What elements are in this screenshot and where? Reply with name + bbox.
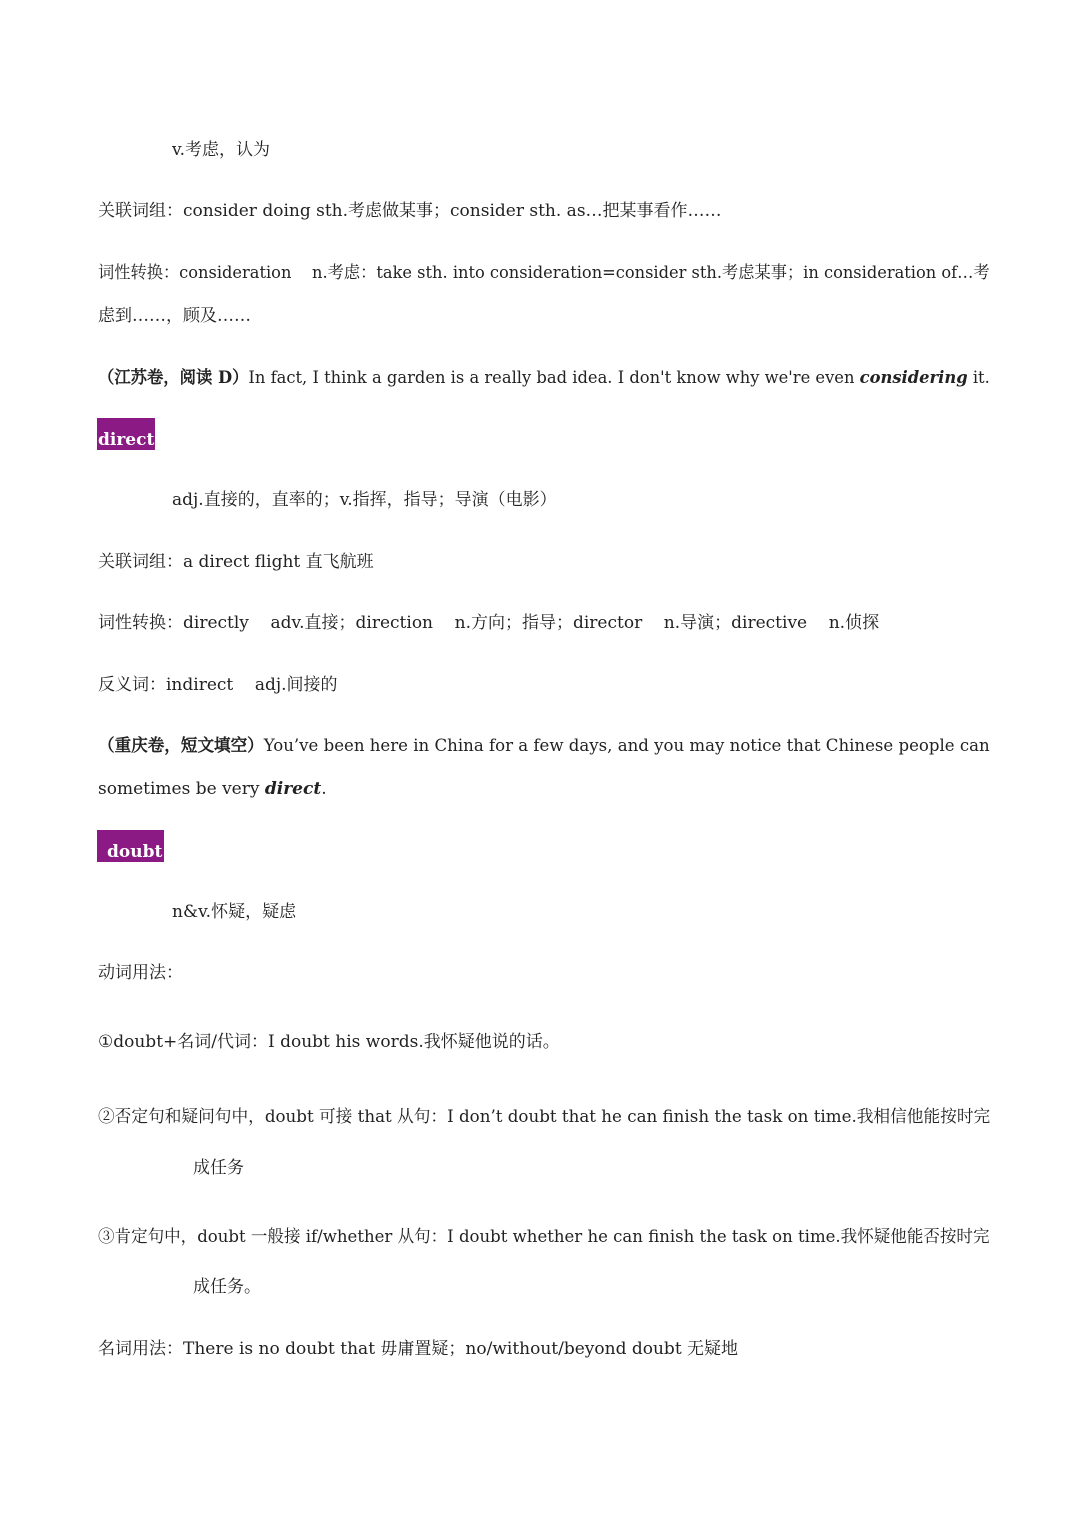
doubt-noun-usage: 名词用法：There is no doubt that 毋庸置疑；no/without/beyond doubt 无疑地 (98, 1339, 739, 1359)
consider-example (98, 366, 990, 390)
example-keyword: direct (264, 779, 322, 799)
example-end: it. (967, 368, 990, 388)
doubt-usage-3-line2: 成任务。 (193, 1277, 261, 1297)
doubt-usage-2-line1: ②否定句和疑问句中，doubt 可接 that 从句：I don’t doubt that he can finish the task on time.我相信他能按时完 (98, 1107, 991, 1127)
word-badge-direct: direct (97, 418, 155, 450)
doubt-usage-2-line2: 成任务 (193, 1158, 244, 1178)
doubt-meaning: n&v.怀疑，疑虑 (172, 902, 297, 922)
word-badge-doubt: doubt (97, 830, 164, 862)
doubt-usage-3-line1: ③肯定句中，doubt 一般接 if/whether 从句：I doubt whether he can finish the task on time.我怀疑他能否按时完 (98, 1227, 990, 1247)
example-end: . (321, 779, 327, 799)
direct-example-line1 (98, 734, 990, 758)
consider-phrases: 关联词组：consider doing sth.考虑做某事；consider sth. as…把某事看作…… (98, 201, 722, 221)
doubt-usage-1: ①doubt+名词/代词：I doubt his words.我怀疑他说的话。 (98, 1032, 560, 1052)
direct-conversion: 词性转换：directly adv.直接；direction n.方向；指导；director n.导演；directive n.侦探 (98, 613, 880, 633)
direct-example-line2 (98, 777, 327, 801)
direct-phrases: 关联词组：a direct flight 直飞航班 (98, 552, 374, 572)
example-text: In fact, I think a garden is a really bad idea. I don't know why we're even (248, 368, 860, 388)
example-source: （重庆卷，短文填空） (98, 736, 264, 756)
direct-meaning: adj.直接的，直率的；v.指挥，指导；导演（电影） (172, 490, 557, 510)
example-text: sometimes be very (98, 779, 265, 799)
direct-antonym: 反义词：indirect adj.间接的 (98, 675, 338, 695)
doubt-verb-usage-title: 动词用法： (98, 963, 183, 983)
example-keyword: considering (859, 368, 968, 388)
consider-meaning: v.考虑，认为 (172, 140, 270, 160)
example-text: You’ve been here in China for a few days, and you may notice that Chinese people can (263, 736, 990, 756)
example-source: （江苏卷，阅读 D） (98, 368, 249, 388)
consider-conversion-line1: 词性转换：consideration n.考虑：take sth. into consideration=consider sth.考虑某事；in consideration of…考 (98, 263, 990, 283)
consider-conversion-line2: 虑到……，顾及…… (98, 306, 251, 326)
